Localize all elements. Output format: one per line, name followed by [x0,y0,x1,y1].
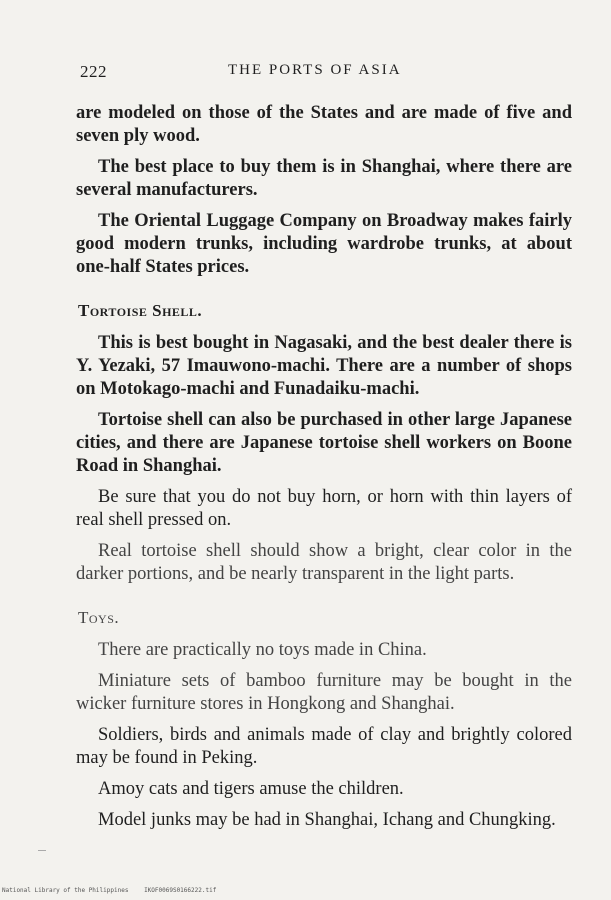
paragraph: Model junks may be had in Shanghai, Ichang and Chungking. [98,810,556,830]
paragraph: The best place to buy them is in Shanghai, where there are several manufacturers. [76,157,572,200]
paragraph: Amoy cats and tigers amuse the children. [98,779,404,799]
footer-code: IKOF0069S0166222.tif [144,887,217,894]
running-head: THE PORTS OF ASIA [228,62,402,78]
page-body [76,102,572,840]
footer-library: National Library of the Philippines [2,887,129,894]
paragraph: This is best bought in Nagasaki, and the best dealer there is Y. Yezaki, 57 Imauwono-machi. There are a number of shops on Motokago-machi and Funadaiku-machi. [76,333,572,399]
paragraph: Real tortoise shell should show a bright, clear color in the darker portions, and be nearly transparent in the light parts. [76,541,572,584]
page-number: 222 [80,62,107,81]
paragraph: The Oriental Luggage Company on Broadway makes fairly good modern trunks, including wardrobe trunks, at about one-half States prices. [76,211,572,277]
scan-footer [2,887,228,894]
paragraph: There are practically no toys made in China. [98,640,427,660]
paragraph: Tortoise shell can also be purchased in other large Japanese cities, and there are Japanese tortoise shell workers on Boone Road in Shanghai. [76,410,572,476]
paragraph: Miniature sets of bamboo furniture may be bought in the wicker furniture stores in Hongkong and Shanghai. [76,671,572,714]
section-heading-toys: Toys. [78,608,120,627]
paragraph: Be sure that you do not buy horn, or horn with thin layers of real shell pressed on. [76,487,572,530]
paragraph: Soldiers, birds and animals made of clay and brightly colored may be found in Peking. [76,725,572,768]
section-heading-tortoise-shell: Tortoise Shell. [78,301,203,320]
paragraph: are modeled on those of the States and are made of five and seven ply wood. [76,103,572,146]
scan-mark [38,850,46,851]
